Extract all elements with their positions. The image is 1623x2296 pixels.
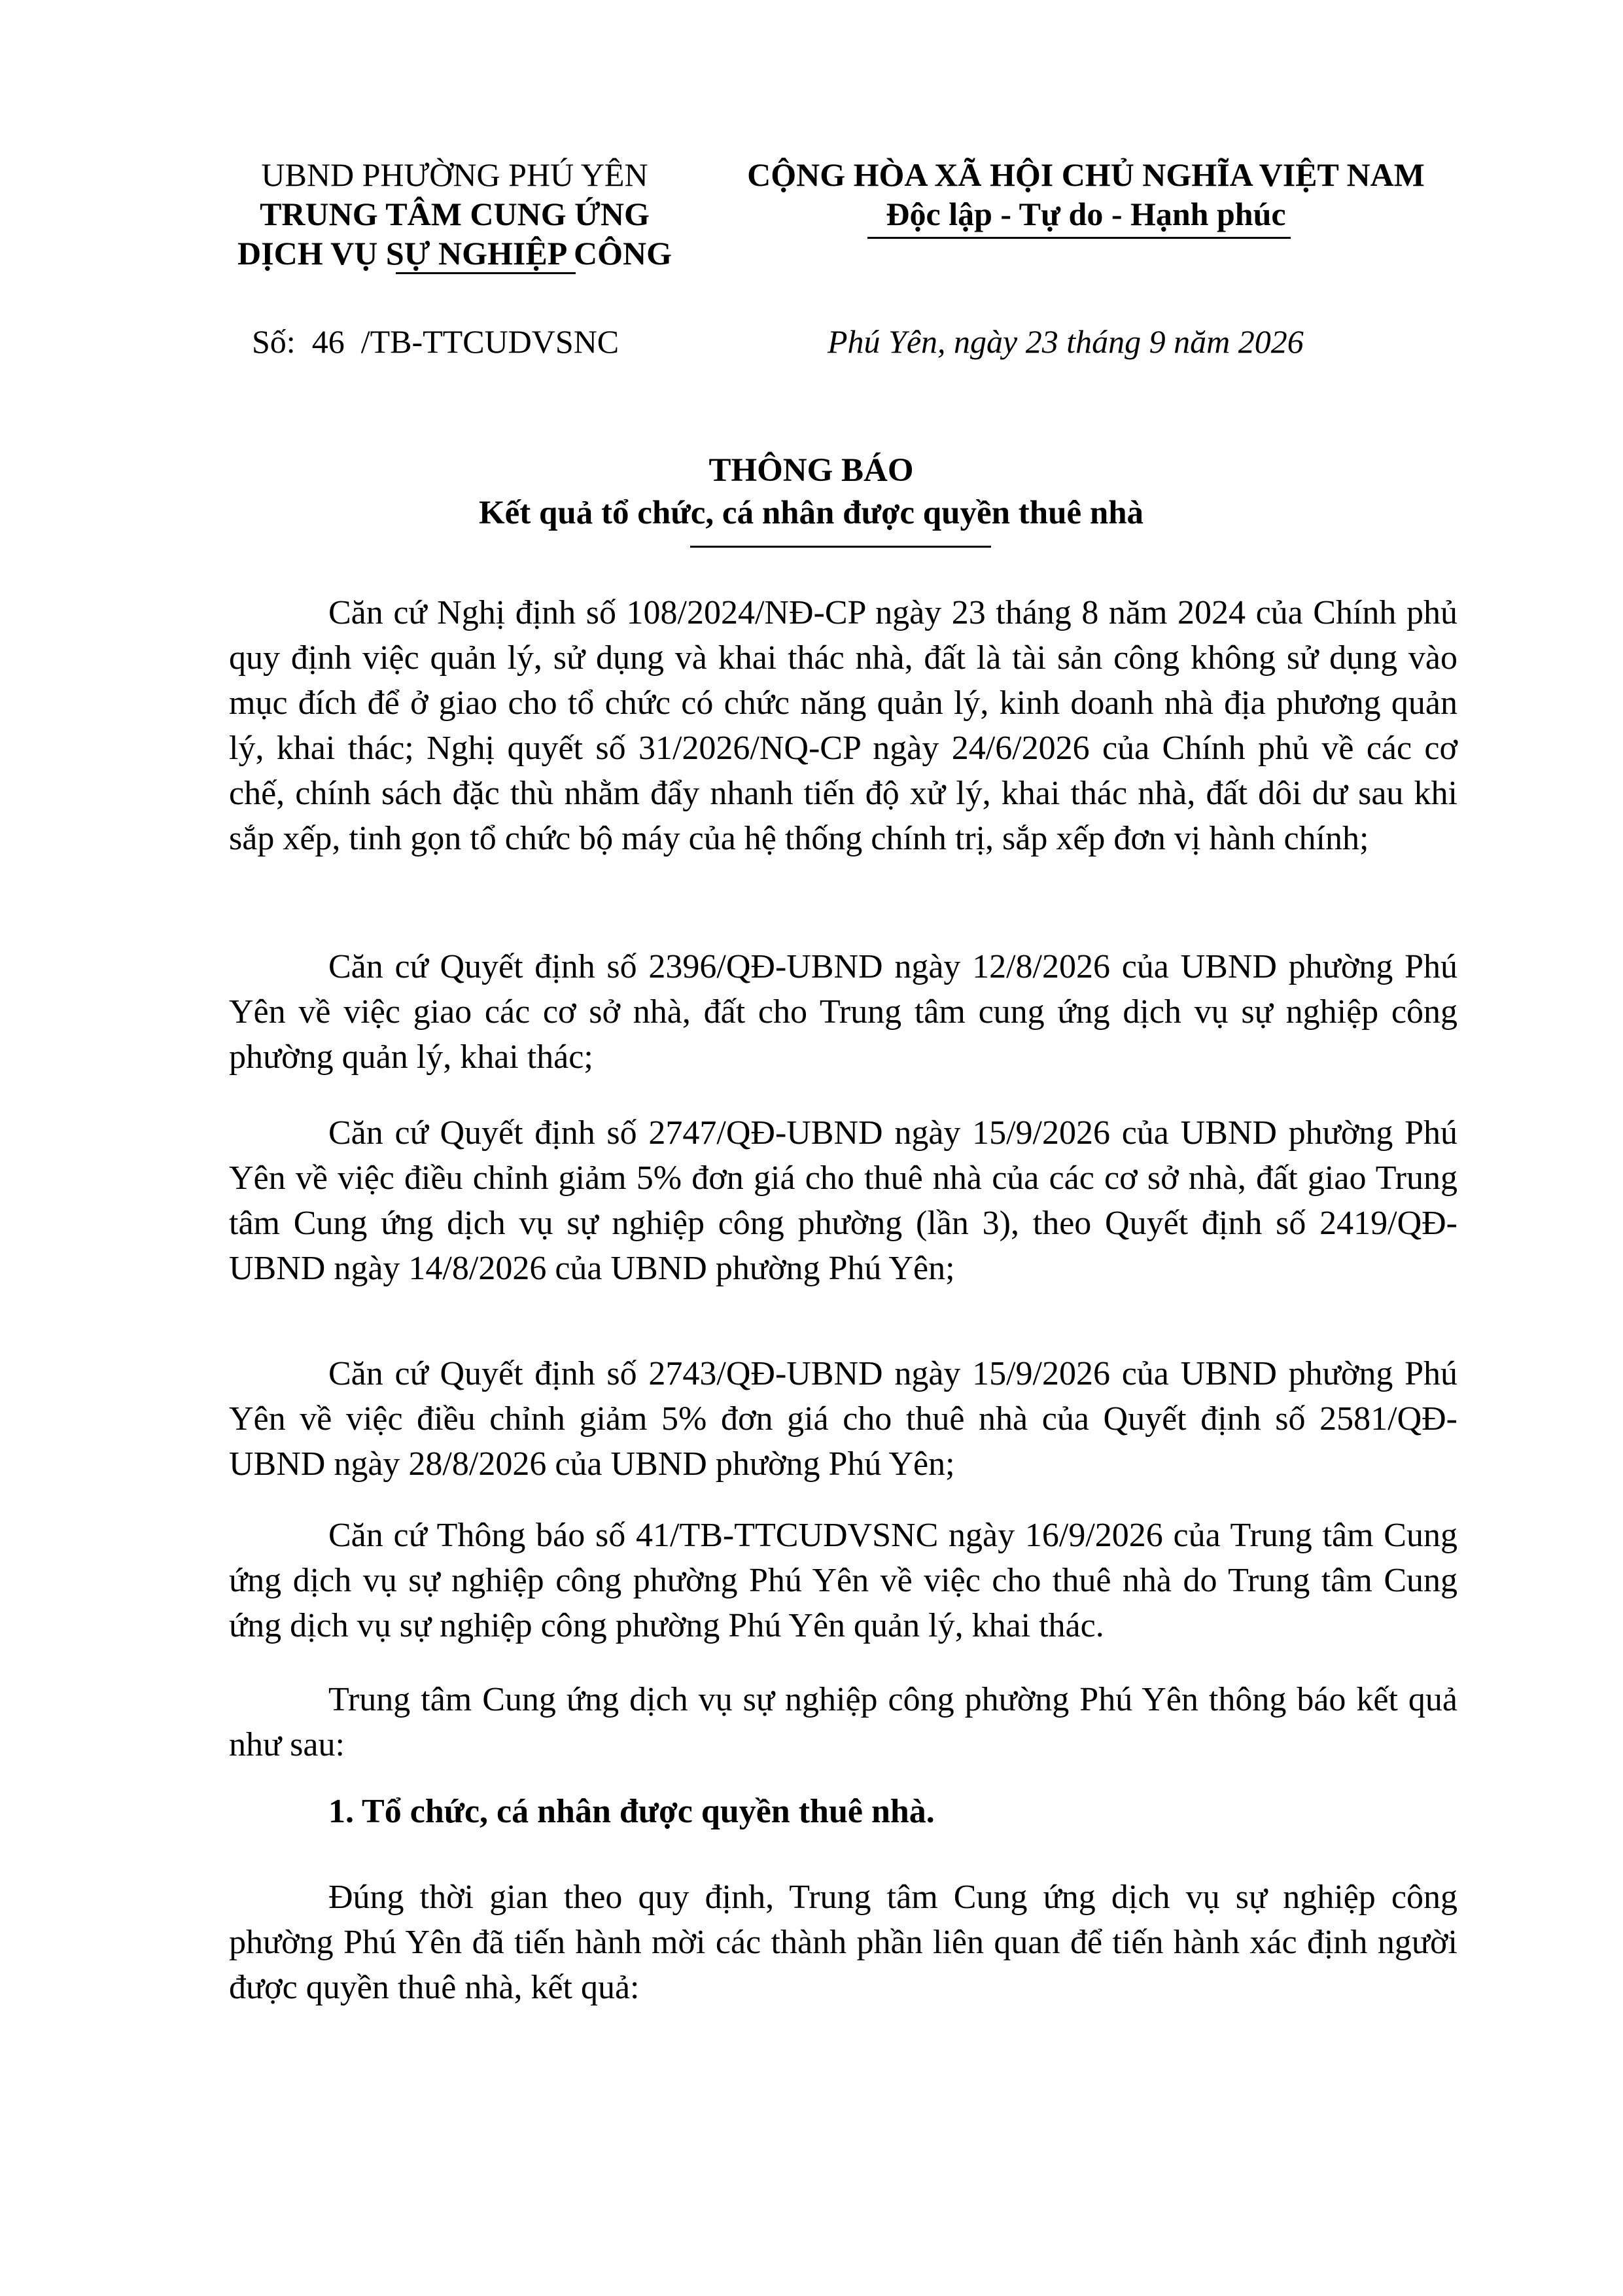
paragraph-legal-basis-5: Căn cứ Thông báo số 41/TB-TTCUDVSNC ngày 16/9/2026 của Trung tâm Cung ứng dịch vụ sự nghiệp công phường Phú Yên về việc cho thuê nhà do Trung tâm Cung ứng dịch vụ sự nghiệp công phường Phú Yên quản lý, khai thác. xyxy=(229,1517,1457,1644)
paragraph-legal-basis-1: Căn cứ Nghị định số 108/2024/NĐ-CP ngày 23 tháng 8 năm 2024 của Chính phủ quy định việc quản lý, sử dụng và khai thác nhà, đất là tài sản công không sử dụng vào mục đích để ở giao cho tổ chức có chức năng quản lý, kinh doanh nhà địa phương quản lý, khai thác; Nghị quyết số 31/2026/NQ-CP ngày 24/6/2026 của Chính phủ về các cơ chế, chính sách đặc thù nhằm đẩy nhanh tiến độ xử lý, khai thác nhà, đất dôi dư sau khi sắp xếp, tinh gọn tổ chức bộ máy của hệ thống chính trị, sắp xếp đơn vị hành chính; xyxy=(229,594,1457,857)
doc-number-value: 46 xyxy=(311,323,345,360)
document-title: THÔNG BÁO xyxy=(708,452,914,489)
national-motto-block xyxy=(720,155,1452,234)
section-1-heading: 1. Tổ chức, cá nhân được quyền thuê nhà. xyxy=(328,1793,935,1830)
document-subtitle: Kết quả tổ chức, cá nhân được quyền thuê nhà xyxy=(478,495,1144,531)
doc-number-prefix: Số: xyxy=(252,323,296,360)
section-1-paragraph: Đúng thời gian theo quy định, Trung tâm Cung ứng dịch vụ sự nghiệp công phường Phú Yên đã tiến hành mời các thành phần liên quan để tiến hành xác định người được quyền thuê nhà, kết quả: xyxy=(229,1879,1457,2006)
motto-underline xyxy=(867,237,1291,239)
agency-name-line1: TRUNG TÂM CUNG ỨNG xyxy=(260,196,650,232)
document-date: Phú Yên, ngày 23 tháng 9 năm 2026 xyxy=(828,323,1304,360)
paragraph-legal-basis-2: Căn cứ Quyết định số 2396/QĐ-UBND ngày 12/8/2026 của UBND phường Phú Yên về việc giao các cơ sở nhà, đất cho Trung tâm cung ứng dịch vụ sự nghiệp công phường quản lý, khai thác; xyxy=(229,948,1457,1076)
document-number xyxy=(252,322,619,361)
agency-underline xyxy=(396,272,576,274)
country-name: CỘNG HÒA XÃ HỘI CHỦ NGHĨA VIỆT NAM xyxy=(747,156,1425,193)
agency-name-line2: DỊCH VỤ SỰ NGHIỆP CÔNG xyxy=(237,235,672,272)
paragraph-legal-basis-4: Căn cứ Quyết định số 2743/QĐ-UBND ngày 15/9/2026 của UBND phường Phú Yên về việc điều chỉnh giảm 5% đơn giá cho thuê nhà của Quyết định số 2581/QĐ-UBND ngày 28/8/2026 của UBND phường Phú Yên; xyxy=(229,1355,1457,1483)
paragraph-result-intro: Trung tâm Cung ứng dịch vụ sự nghiệp công phường Phú Yên thông báo kết quả như sau: xyxy=(229,1681,1457,1763)
agency-parent: UBND PHƯỜNG PHÚ YÊN xyxy=(261,156,648,193)
doc-number-suffix: /TB-TTCUDVSNC xyxy=(360,323,620,360)
title-underline xyxy=(690,546,991,548)
motto: Độc lập - Tự do - Hạnh phúc xyxy=(886,196,1286,232)
paragraph-legal-basis-3: Căn cứ Quyết định số 2747/QĐ-UBND ngày 15/9/2026 của UBND phường Phú Yên về việc điều chỉnh giảm 5% đơn giá cho thuê nhà của các cơ sở nhà, đất giao Trung tâm Cung ứng dịch vụ sự nghiệp công phường (lần 3), theo Quyết định số 2419/QĐ-UBND ngày 14/8/2026 của UBND phường Phú Yên; xyxy=(229,1114,1457,1287)
issuing-agency-block xyxy=(196,155,713,273)
